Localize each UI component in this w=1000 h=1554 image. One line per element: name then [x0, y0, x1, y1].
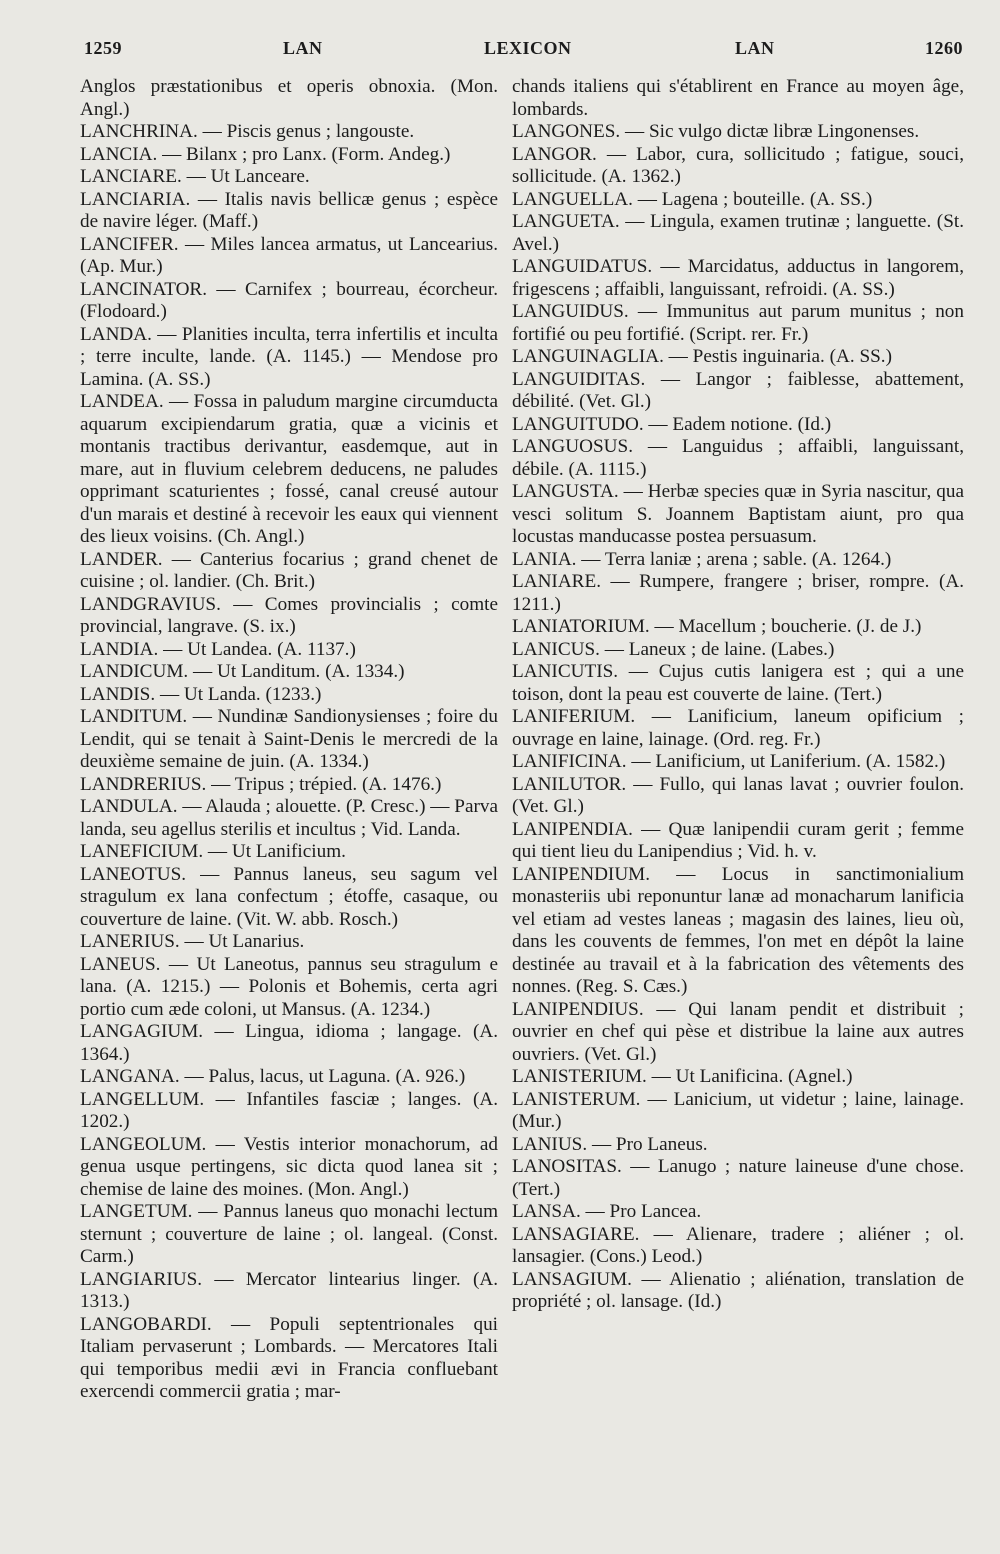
dictionary-entry: LANGUELLA. — Lagena ; bouteille. (A. SS.)	[512, 188, 873, 210]
dictionary-entry: LANGUOSUS. — Languidus ; affaibli, languissant, débile. (A. 1115.)	[512, 436, 964, 480]
dictionary-entry: LANERIUS. — Ut Lanarius.	[80, 931, 305, 952]
dictionary-entry: LANCIARIA. — Italis navis bellicæ genus ; espèce de navire léger. (Maff.)	[80, 188, 498, 232]
right-column	[512, 76, 964, 1314]
dictionary-entry: LANGUINAGLIA. — Pestis inguinaria. (A. SS.)	[512, 346, 892, 367]
running-head-right: LAN	[735, 38, 775, 58]
dictionary-entry: LANISTERUM. — Lanicium, ut videtur ; laine, lainage. (Mur.)	[512, 1088, 964, 1132]
dictionary-entry: LANCIA. — Bilanx ; pro Lanx. (Form. Andeg.)	[80, 143, 451, 165]
dictionary-entry: LANICUS. — Laneux ; de laine. (Labes.)	[512, 638, 835, 660]
page-number-left: 1259	[84, 38, 122, 58]
dictionary-entry: LANDICUM. — Ut Landitum. (A. 1334.)	[80, 661, 405, 682]
dictionary-entry: LANGUITUDO. — Eadem notione. (Id.)	[512, 413, 832, 435]
dictionary-entry: LANEOTUS. — Pannus laneus, seu sagum vel stragulum ex lana confectum ; étoffe, casaque, ou couverture de laine. (Vit. W. abb. Rosch.)	[80, 863, 498, 930]
dictionary-entry: LANSAGIARE. — Alienare, tradere ; aliéner ; ol. lansagier. (Cons.) Leod.)	[512, 1223, 964, 1267]
dictionary-entry: LANIFICINA. — Lanificium, ut Laniferium. (A. 1582.)	[512, 751, 946, 772]
dictionary-entry: LANIUS. — Pro Laneus.	[512, 1133, 708, 1155]
dictionary-entry: LANDULA. — Alauda ; alouette. (P. Cresc.) — Parva landa, seu agellus sterilis et incultus ; Vid. Landa.	[80, 796, 498, 840]
dictionary-entry: LANIFERIUM. — Lanificium, laneum opificium ; ouvrage en laine, lainage. (Ord. reg. Fr.)	[512, 706, 964, 750]
dictionary-entry: LANGUIDUS. — Immunitus aut parum munitus ; non fortifié ou peu fortifié. (Script. rer. Fr.)	[512, 301, 964, 345]
dictionary-entry: LANIARE. — Rumpere, frangere ; briser, rompre. (A. 1211.)	[512, 571, 964, 615]
dictionary-entry: LANIPENDIUS. — Qui lanam pendit et distribuit ; ouvrier en chef qui pèse et distribue la laine aux autres ouvriers. (Vet. Gl.)	[512, 998, 964, 1065]
dictionary-entry: LANISTERIUM. — Ut Lanificina. (Agnel.)	[512, 1066, 853, 1087]
dictionary-entry: LANCIFER. — Miles lancea armatus, ut Lancearius. (Ap. Mur.)	[80, 233, 498, 277]
dictionary-entry: LANGOR. — Labor, cura, sollicitudo ; fatigue, souci, sollicitude. (A. 1362.)	[512, 143, 964, 187]
dictionary-entry: LANDGRAVIUS. — Comes provincialis ; comte provincial, langrave. (S. ix.)	[80, 593, 498, 637]
dictionary-entry: LANGUETA. — Lingula, examen trutinæ ; languette. (St. Avel.)	[512, 211, 964, 255]
dictionary-entry: LANGETUM. — Pannus laneus quo monachi lectum sternunt ; couverture de laine ; ol. langeal. (Const. Carm.)	[80, 1201, 498, 1267]
dictionary-entry: LANCHRINA. — Piscis genus ; langouste.	[80, 121, 415, 142]
dictionary-entry: LANEUS. — Ut Laneotus, pannus seu stragulum e lana. (A. 1215.) — Polonis et Bohemis, certa agri portio cum æde coloni, ut Mansus. (A. 1234.)	[80, 953, 498, 1020]
left-column	[80, 76, 498, 1404]
dictionary-entry: LANOSITAS. — Lanugo ; nature laineuse d'une chose. (Tert.)	[512, 1156, 964, 1200]
dictionary-entry: LANIPENDIA. — Quæ lanipendii curam gerit ; femme qui tient lieu du Lanipendius ; Vid. h. v.	[512, 818, 964, 862]
dictionary-entry: chands italiens qui s'établirent en France au moyen âge, lombards.	[512, 76, 964, 120]
dictionary-entry: LANCIARE. — Ut Lanceare.	[80, 166, 310, 187]
dictionary-entry: LANGEOLUM. — Vestis interior monachorum, ad genua usque pertingens, sic dicta quod lanea sit ; chemise de laine des moines. (Mon. Angl.)	[80, 1133, 498, 1200]
dictionary-entry: LANGONES. — Sic vulgo dictæ libræ Lingonenses.	[512, 121, 920, 142]
dictionary-entry: LANGANA. — Palus, lacus, ut Laguna. (A. 926.)	[80, 1066, 466, 1087]
lexicon-title: LEXICON	[484, 38, 572, 58]
dictionary-entry: LANICUTIS. — Cujus cutis lanigera est ; qui a une toison, dont la peau est couverte de laine. (Tert.)	[512, 661, 964, 705]
dictionary-entry: LANSAGIUM. — Alienatio ; aliénation, translation de propriété ; ol. lansage. (Id.)	[512, 1268, 964, 1312]
dictionary-entry: LANSA. — Pro Lancea.	[512, 1201, 702, 1222]
dictionary-entry: LANGAGIUM. — Lingua, idioma ; langage. (A. 1364.)	[80, 1021, 498, 1065]
dictionary-entry: Anglos præstationibus et operis obnoxia. (Mon. Angl.)	[80, 76, 498, 120]
dictionary-entry: LANDA. — Planities inculta, terra infertilis et inculta ; terre inculte, lande. (A. 1145.) — Mendose pro Lamina. (A. SS.)	[80, 323, 498, 390]
dictionary-entry: LANGUIDITAS. — Langor ; faiblesse, abattement, débilité. (Vet. Gl.)	[512, 368, 964, 412]
dictionary-entry: LANGUSTA. — Herbæ species quæ in Syria nascitur, qua vesci solitum S. Joannem Baptistam aiunt, pro qua locustas manducasse postea persuasum.	[512, 481, 964, 547]
dictionary-entry: LANDEA. — Fossa in paludum margine circumducta aquarum excipiendarum gratia, quæ a vicinis et montanis tractibus derivantur, easdemque, aut in mare, aut in fluvium celebrem deducens, ne paludes opprimant scaturientes ; fossé, canal creusé autour d'un marais et destiné à recevoir les eaux qui viennent des lieux voisins. (Ch. Angl.)	[80, 391, 498, 547]
dictionary-entry: LANEFICIUM. — Ut Lanificium.	[80, 841, 346, 862]
dictionary-entry: LANDER. — Canterius focarius ; grand chenet de cuisine ; ol. landier. (Ch. Brit.)	[80, 548, 498, 592]
running-head-left: LAN	[283, 38, 323, 58]
dictionary-entry: LANGELLUM. — Infantiles fasciæ ; langes. (A. 1202.)	[80, 1088, 498, 1132]
dictionary-entry: LANDIA. — Ut Landea. (A. 1137.)	[80, 638, 356, 660]
dictionary-entry: LANCINATOR. — Carnifex ; bourreau, écorcheur. (Flodoard.)	[80, 278, 498, 322]
dictionary-entry: LANDRERIUS. — Tripus ; trépied. (A. 1476.)	[80, 773, 442, 795]
dictionary-entry: LANIA. — Terra laniæ ; arena ; sable. (A. 1264.)	[512, 548, 892, 570]
dictionary-entry: LANIATORIUM. — Macellum ; boucherie. (J. de J.)	[512, 616, 922, 637]
dictionary-entry: LANIPENDIUM. — Locus in sanctimonialium monasteriis ubi reponuntur lanæ ad monacharum lanificia vel etiam ad vestes laneas ; magasin des laines, lieu où, dans les couvents de femmes, l'on met en dépôt la laine destinée au travail et à la fabrication des vêtements des nonnes. (Reg. S. Cæs.)	[512, 863, 964, 997]
page-number-right: 1260	[925, 38, 963, 58]
dictionary-entry: LANGOBARDI. — Populi septentrionales qui Italiam pervaserunt ; Lombards. — Mercatores Itali qui temporibus medii ævi in Francia confluebant exercendi commercii gratia ; mar-	[80, 1313, 498, 1402]
dictionary-entry: LANDIS. — Ut Landa. (1233.)	[80, 683, 322, 705]
dictionary-entry: LANGIARIUS. — Mercator lintearius linger. (A. 1313.)	[80, 1268, 498, 1312]
dictionary-entry: LANGUIDATUS. — Marcidatus, adductus in langorem, frigescens ; affaibli, languissant, refroidi. (A. SS.)	[512, 256, 964, 300]
dictionary-entry: LANDITUM. — Nundinæ Sandionysienses ; foire du Lendit, qui se tenait à Saint-Denis le mercredi de la deuxième semaine de juin. (A. 1334.)	[80, 706, 498, 772]
dictionary-entry: LANILUTOR. — Fullo, qui lanas lavat ; ouvrier foulon. (Vet. Gl.)	[512, 773, 964, 817]
